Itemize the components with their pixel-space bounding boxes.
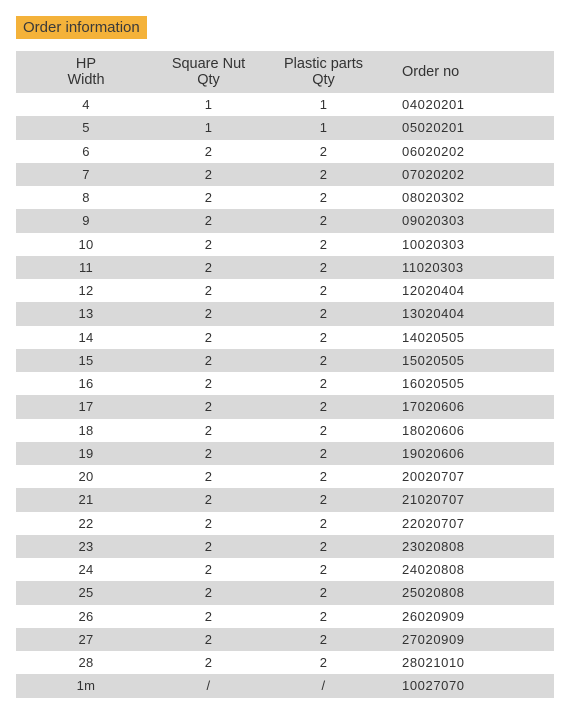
hp-width-cell: 11	[16, 256, 156, 279]
plastic-parts-qty-cell: 2	[319, 422, 328, 438]
hp-width-cell: 17	[16, 395, 156, 418]
order-table	[16, 51, 554, 698]
plastic-parts-qty-cell: 2	[261, 628, 386, 651]
square-nut-qty-cell: 2	[156, 209, 261, 232]
square-nut-qty-cell: 2	[156, 163, 261, 186]
order-no-cell: 19020606	[386, 442, 554, 465]
table-row	[16, 581, 554, 604]
order-no-cell: 17020606	[386, 395, 554, 418]
table-row	[16, 163, 554, 186]
plastic-parts-qty-cell: 2	[319, 190, 328, 206]
order-no-cell: 11020303	[386, 256, 554, 279]
table-row	[16, 209, 554, 232]
table-row	[16, 395, 554, 418]
plastic-parts-qty-cell: 2	[319, 143, 328, 159]
plastic-parts-qty-cell: 2	[319, 283, 328, 299]
square-nut-qty-cell: 2	[156, 349, 261, 372]
plastic-parts-qty-cell: 2	[319, 469, 328, 485]
order-no-cell: 07020202	[386, 163, 554, 186]
square-nut-qty-cell: 1	[204, 97, 213, 113]
plastic-parts-qty-cell: 2	[261, 209, 386, 232]
square-nut-qty-cell: 2	[204, 376, 213, 392]
hp-width-cell: 10	[78, 236, 94, 252]
order-no-cell: 05020201	[386, 116, 554, 139]
section-title: Order information	[16, 16, 147, 39]
plastic-parts-qty-cell: 2	[319, 562, 328, 578]
table-row	[16, 140, 554, 163]
order-no-cell: 26020909	[402, 608, 465, 624]
table-header	[16, 51, 554, 93]
square-nut-header-line2: Qty	[197, 72, 220, 88]
square-nut-qty-cell: /	[156, 674, 261, 697]
square-nut-qty-cell: 2	[156, 395, 261, 418]
square-nut-qty-cell: 2	[204, 236, 213, 252]
table-row	[16, 419, 554, 442]
hp-width-cell: 14	[78, 329, 94, 345]
plastic-parts-qty-cell: 2	[319, 515, 328, 531]
square-nut-qty-cell: 2	[156, 302, 261, 325]
plastic-parts-qty-cell: 2	[319, 608, 328, 624]
table-row	[16, 116, 554, 139]
order-no-cell: 27020909	[386, 628, 554, 651]
hp-width-cell: 26	[78, 608, 94, 624]
order-no-cell: 10027070	[386, 674, 554, 697]
table-row	[16, 372, 554, 395]
hp-width-cell: 24	[78, 562, 94, 578]
plastic-parts-qty-cell: 2	[261, 349, 386, 372]
hp-width-header-line2: Width	[67, 72, 105, 88]
table-row	[16, 326, 554, 349]
hp-width-header-line1: HP	[75, 56, 97, 72]
square-nut-qty-cell: 2	[204, 283, 213, 299]
order-no-cell: 22020707	[402, 515, 465, 531]
hp-width-cell: 12	[78, 283, 94, 299]
square-nut-qty-cell: 2	[204, 562, 213, 578]
square-nut-qty-cell: 2	[156, 442, 261, 465]
table-row	[16, 279, 554, 302]
hp-width-cell: 28	[78, 655, 94, 671]
square-nut-qty-cell: 2	[204, 515, 213, 531]
order-no-cell: 13020404	[386, 302, 554, 325]
order-no-header: Order no	[386, 51, 554, 93]
order-no-cell: 28021010	[402, 655, 465, 671]
square-nut-qty-cell: 2	[204, 655, 213, 671]
plastic-parts-header-line1: Plastic parts	[284, 56, 363, 72]
square-nut-qty-cell: 2	[156, 256, 261, 279]
order-no-cell: 21020707	[386, 488, 554, 511]
table-row	[16, 256, 554, 279]
plastic-parts-qty-cell: 2	[261, 535, 386, 558]
square-nut-qty-cell: 2	[204, 143, 213, 159]
table-row	[16, 535, 554, 558]
plastic-parts-qty-cell: 2	[261, 163, 386, 186]
square-nut-qty-cell: 2	[204, 329, 213, 345]
order-no-cell: 23020808	[386, 535, 554, 558]
order-no-cell: 24020808	[402, 562, 465, 578]
plastic-parts-qty-cell: 2	[261, 581, 386, 604]
order-no-cell: 12020404	[402, 283, 465, 299]
order-no-cell: 09020303	[386, 209, 554, 232]
plastic-parts-qty-cell: 2	[261, 488, 386, 511]
table-row	[16, 651, 554, 674]
order-no-cell: 14020505	[402, 329, 465, 345]
hp-width-cell: 23	[16, 535, 156, 558]
plastic-parts-qty-cell: 2	[319, 655, 328, 671]
table-row	[16, 512, 554, 535]
hp-width-cell: 27	[16, 628, 156, 651]
hp-width-cell: 21	[16, 488, 156, 511]
hp-width-cell: 19	[16, 442, 156, 465]
table-row	[16, 465, 554, 488]
header-row	[16, 51, 554, 93]
plastic-parts-qty-cell: 2	[319, 329, 328, 345]
table-row	[16, 186, 554, 209]
hp-width-header	[16, 51, 156, 93]
square-nut-qty-cell: 2	[156, 581, 261, 604]
table-row	[16, 628, 554, 651]
hp-width-cell: 13	[16, 302, 156, 325]
plastic-parts-qty-cell: /	[261, 674, 386, 697]
table-row	[16, 93, 554, 116]
hp-width-cell: 15	[16, 349, 156, 372]
order-no-cell: 16020505	[402, 376, 465, 392]
hp-width-cell: 6	[82, 143, 90, 159]
order-no-cell: 18020606	[402, 422, 465, 438]
table-row	[16, 233, 554, 256]
plastic-parts-qty-cell: 2	[261, 442, 386, 465]
table-row	[16, 349, 554, 372]
table-body	[16, 93, 554, 698]
plastic-parts-qty-cell: 2	[261, 302, 386, 325]
plastic-parts-qty-cell: 1	[319, 97, 328, 113]
plastic-parts-qty-cell: 2	[261, 395, 386, 418]
order-no-cell: 15020505	[386, 349, 554, 372]
hp-width-cell: 9	[16, 209, 156, 232]
square-nut-qty-cell: 2	[204, 608, 213, 624]
hp-width-cell: 7	[16, 163, 156, 186]
square-nut-qty-cell: 2	[156, 535, 261, 558]
table-row	[16, 488, 554, 511]
plastic-parts-header-line2: Qty	[312, 72, 335, 88]
hp-width-cell: 1m	[16, 674, 156, 697]
plastic-parts-qty-cell: 2	[319, 376, 328, 392]
hp-width-cell: 8	[82, 190, 90, 206]
order-no-cell: 06020202	[402, 143, 465, 159]
square-nut-qty-cell: 2	[204, 469, 213, 485]
order-no-cell: 04020201	[402, 97, 465, 113]
hp-width-cell: 25	[16, 581, 156, 604]
plastic-parts-qty-header	[261, 51, 386, 93]
order-no-cell: 20020707	[402, 469, 465, 485]
order-no-cell: 10020303	[402, 236, 465, 252]
table-row	[16, 605, 554, 628]
square-nut-qty-cell: 2	[156, 628, 261, 651]
square-nut-qty-header	[156, 51, 261, 93]
table-row	[16, 302, 554, 325]
plastic-parts-qty-cell: 2	[261, 256, 386, 279]
square-nut-qty-cell: 2	[156, 488, 261, 511]
square-nut-qty-cell: 1	[156, 116, 261, 139]
table-row	[16, 442, 554, 465]
table-row	[16, 558, 554, 581]
hp-width-cell: 5	[16, 116, 156, 139]
hp-width-cell: 20	[78, 469, 94, 485]
plastic-parts-qty-cell: 2	[319, 236, 328, 252]
plastic-parts-qty-cell: 1	[261, 116, 386, 139]
table-row	[16, 674, 554, 697]
hp-width-cell: 4	[82, 97, 90, 113]
hp-width-cell: 22	[78, 515, 94, 531]
square-nut-qty-cell: 2	[204, 422, 213, 438]
order-no-cell: 25020808	[386, 581, 554, 604]
square-nut-qty-cell: 2	[204, 190, 213, 206]
hp-width-cell: 16	[78, 376, 94, 392]
order-no-cell: 08020302	[402, 190, 465, 206]
hp-width-cell: 18	[78, 422, 94, 438]
square-nut-header-line1: Square Nut	[171, 56, 246, 72]
